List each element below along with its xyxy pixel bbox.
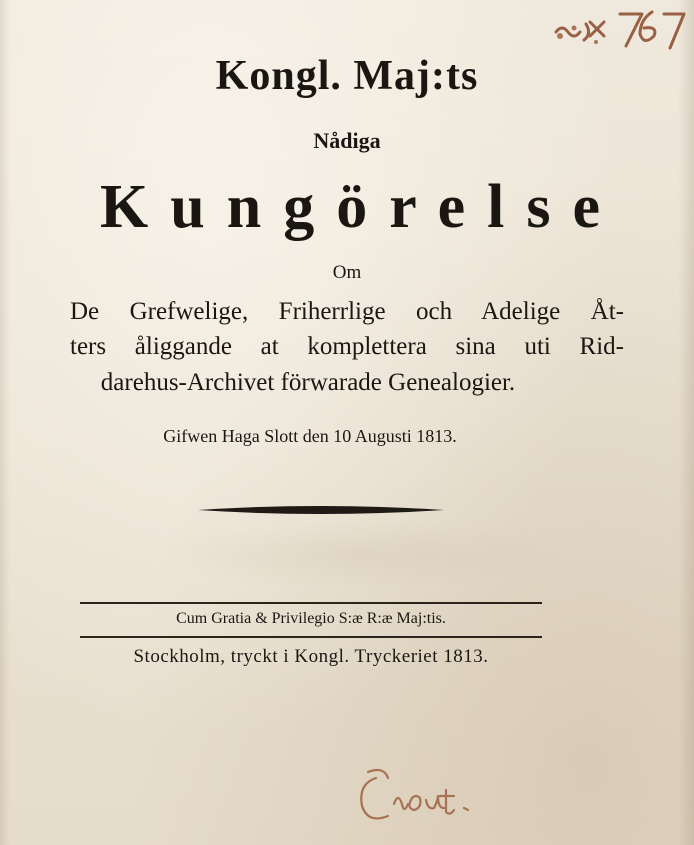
paper-edge-right [678, 0, 694, 845]
subject-line-2: ters åliggande at komplettera sina uti Rid- [70, 333, 624, 360]
handwritten-number-annotation [550, 2, 690, 54]
subject-line-1: De Grefwelige, Friherrlige och Adelige Åt- [70, 298, 624, 325]
subject-line-3: darehus-Archivet förwarade Genealogier. [100, 369, 516, 396]
title-line-2: Nådiga [313, 128, 381, 153]
imprint-line: Stockholm, tryckt i Kongl. Tryckeriet 1813. [133, 646, 489, 667]
main-title: Kungörelse [100, 173, 622, 241]
paper-edge-left [0, 0, 10, 845]
ornamental-rule [198, 504, 444, 516]
privilege-line: Cum Gratia & Privilegio S:æ R:æ Maj:tis. [176, 610, 446, 627]
connector-word: Om [332, 262, 362, 283]
paper-stain [150, 520, 570, 590]
rule-top [80, 602, 542, 604]
handwritten-annotation-bottom [346, 764, 486, 834]
dateline: Gifwen Haga Slott den 10 Augusti 1813. [163, 426, 457, 446]
rule-bottom [80, 636, 542, 638]
title-line-1: Kongl. Maj:ts [215, 53, 479, 99]
